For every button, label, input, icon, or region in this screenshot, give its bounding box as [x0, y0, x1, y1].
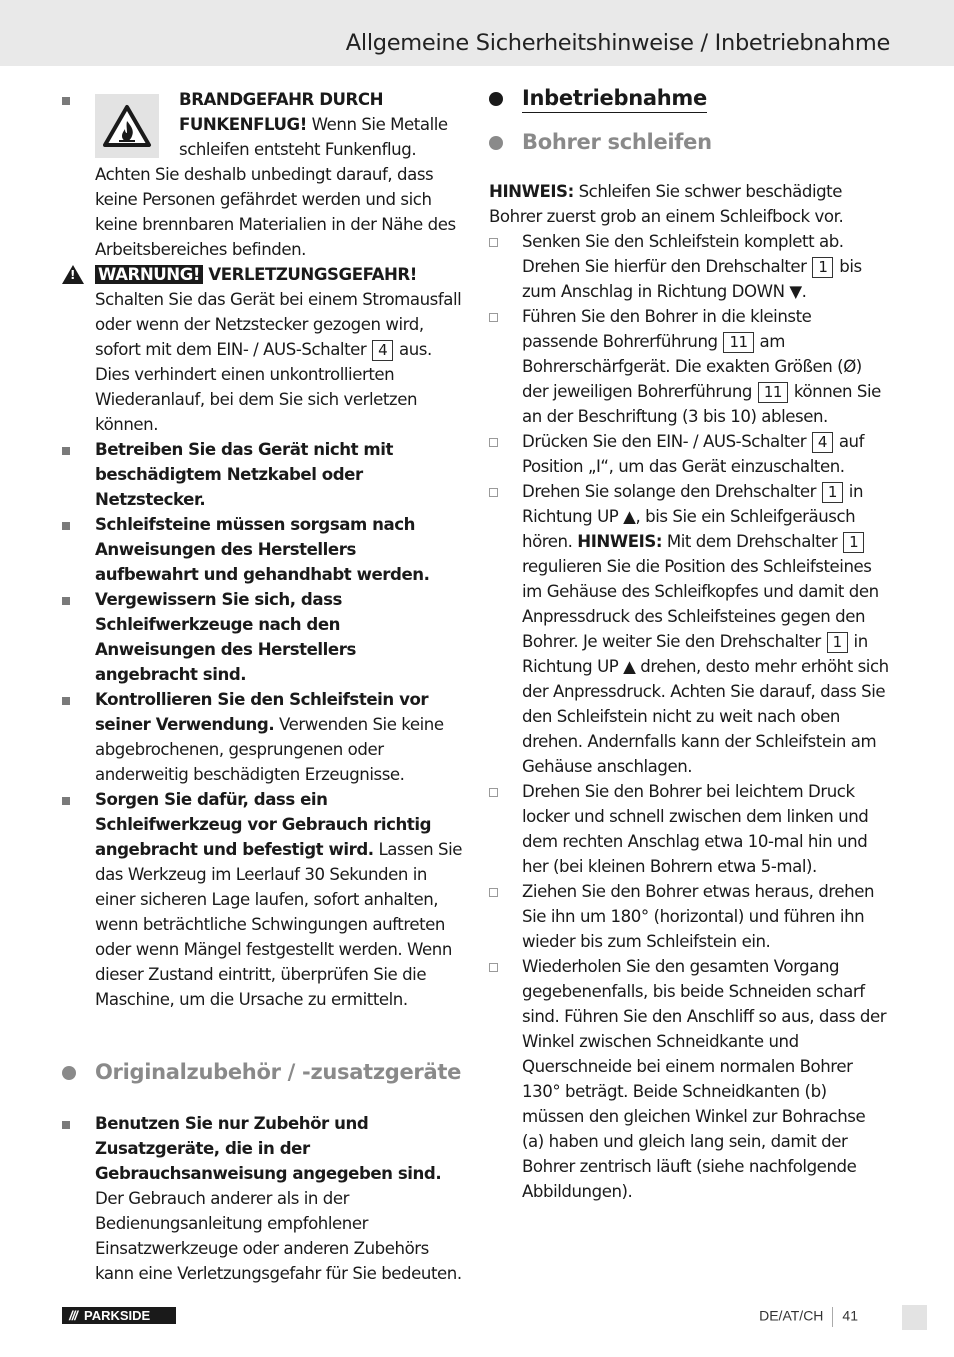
footer-divider	[832, 1307, 833, 1327]
subsection-heading-sharpening: Bohrer schleifen	[489, 130, 891, 155]
page-number: 41	[842, 1307, 858, 1324]
part-number-ref: 4	[372, 340, 393, 361]
section-heading-accessories: Originalzubehör / -zusatzgeräte	[62, 1060, 462, 1085]
bullet-square	[62, 522, 70, 530]
bullet-square	[62, 797, 70, 805]
warning-triangle-icon	[62, 265, 84, 284]
list-item-warning: ! WARNUNG! VERLETZUNGSGEFAHR! Schalten Sie das Gerät bei einem Stromausfall oder wenn der Netzstecker gezogen wird, sofort mit dem EIN- / AUS-Schalter 4 aus. Dies verhindert einen unkontrollierten Wiederanlauf, bei dem Sie sich verletzen können.	[62, 262, 462, 437]
page-header	[0, 0, 954, 66]
part-number-ref: 11	[723, 332, 753, 353]
list-item: Vergewissern Sie sich, dass Schleifwerkzeuge nach den Anweisungen des Herstellers angebracht sind.	[62, 587, 462, 687]
list-item: Kontrollieren Sie den Schleifstein vor seiner Verwendung. Verwenden Sie keine abgebrochenen, gesprungenen oder anderweitig beschädigten Erzeugnisse.	[62, 687, 462, 787]
page-title: Allgemeine Sicherheitshinweise / Inbetriebnahme	[345, 30, 890, 56]
fire-hazard-text: Wenn Sie Metalle schleifen entsteht Funkenflug. Achten Sie deshalb unbedingt darauf, dass keine Personen gefährdet werden und sich keine brennbaren Materialien in der Nähe des Arbeitsbereiches befinden.	[95, 115, 456, 259]
part-number-ref: 1	[822, 482, 843, 503]
step-item: Drehen Sie den Bohrer bei leichtem Druck locker und schnell zwischen dem linken und dem rechten Anschlag etwa 10-mal hin und her (bei kleinen Bohrern etwa 5-mal).	[489, 779, 891, 879]
step-checkbox	[489, 888, 498, 897]
bullet-square	[62, 1121, 70, 1129]
section-heading-commissioning: Inbetriebnahme	[489, 86, 891, 111]
step-checkbox	[489, 438, 498, 447]
step-item: Senken Sie den Schleifstein komplett ab. Drehen Sie hierfür den Drehschalter 1 bis zum Anschlag in Richtung DOWN ▼.	[489, 229, 891, 304]
logo-slashes-icon: ///	[69, 1308, 77, 1323]
part-number-ref: 4	[812, 432, 833, 453]
step-item: Wiederholen Sie den gesamten Vorgang gegebenenfalls, bis beide Schneiden scharf sind. Führen Sie den Anschliff so aus, dass der Winkel zwischen Schneidkante und Querschneide bei einem normalen Bohrer 130° beträgt. Beide Schneidkanten (b) müssen den gleichen Winkel zur Bohrachse (a) haben und gleich lang sein, damit der Bohrer zentrisch läuft (siehe nachfolgende Abbildungen).	[489, 954, 891, 1204]
warning-heading: VERLETZUNGSGEFAHR!	[203, 265, 417, 284]
fire-hazard-icon	[95, 94, 159, 158]
warning-label: WARNUNG!	[95, 265, 203, 284]
step-checkbox	[489, 488, 498, 497]
section-bullet	[489, 136, 503, 150]
list-item: Benutzen Sie nur Zubehör und Zusatzgeräte, die in der Gebrauchsanweisung angegeben sind. Der Gebrauch anderer als in der Bedienungsanleitung empfohlener Einsatzwerkzeuge oder anderen Zubehörs kann eine Verletzungsgefahr für Sie bedeuten.	[62, 1111, 462, 1286]
part-number-ref: 11	[758, 382, 788, 403]
page-footer	[759, 1307, 858, 1327]
bullet-square	[62, 697, 70, 705]
part-number-ref: 1	[827, 632, 848, 653]
bullet-square	[62, 597, 70, 605]
step-checkbox	[489, 238, 498, 247]
step-item: Drücken Sie den EIN- / AUS-Schalter 4 auf Position „I“, um das Gerät einzuschalten.	[489, 429, 891, 479]
section-bullet	[489, 92, 503, 106]
bullet-square	[62, 447, 70, 455]
list-item: Sorgen Sie dafür, dass ein Schleifwerkzeug vor Gebrauch richtig angebracht und befestigt wird. Lassen Sie das Werkzeug im Leerlauf 30 Sekunden in einer sicheren Lage laufen, sofort anhalten, wenn beträchtliche Schwingungen auftreten oder wenn Mängel festgestellt werden. Wenn dieser Zustand eintritt, überprüfen Sie die Maschine, um die Ursache zu ermitteln.	[62, 787, 462, 1012]
left-column	[62, 87, 462, 1286]
fire-hazard-heading: BRANDGEFAHR DURCH FUNKENFLUG!	[179, 90, 384, 134]
step-checkbox	[489, 963, 498, 972]
step-item: Drehen Sie solange den Drehschalter 1 in Richtung UP ▲, bis Sie ein Schleifgeräusch hören. HINWEIS: Mit dem Drehschalter 1 regulieren Sie die Position des Schleifsteines im Gehäuse des Schleifkopfes und damit den Anpressdruck des Schleifsteines gegen den Bohrer. Je weiter Sie den Drehschalter 1 in Richtung UP ▲ drehen, desto mehr erhöht sich der Anpressdruck. Achten Sie darauf, dass Sie den Schleifstein nicht zu weit nach oben drehen. Andernfalls kann der Schleifstein am Gehäuse anschlagen.	[489, 479, 891, 779]
brand-logo: /// PARKSIDE	[62, 1307, 176, 1324]
note-paragraph: HINWEIS: Schleifen Sie schwer beschädigte Bohrer zuerst grob an einem Schleifbock vor.	[489, 182, 844, 226]
list-item: Schleifsteine müssen sorgsam nach Anweisungen des Herstellers aufbewahrt und gehandhabt werden.	[62, 512, 462, 587]
step-item: Ziehen Sie den Bohrer etwas heraus, drehen Sie ihn um 180° (horizontal) und führen ihn wieder bis zum Schleifstein ein.	[489, 879, 891, 954]
region-label: DE/AT/CH	[759, 1307, 824, 1324]
list-item: Betreiben Sie das Gerät nicht mit beschädigtem Netzkabel oder Netzstecker.	[62, 437, 462, 512]
list-item-fire-hazard	[62, 87, 462, 262]
right-column	[489, 87, 891, 1204]
section-bullet	[62, 1066, 76, 1080]
part-number-ref: 1	[812, 257, 833, 278]
footer-corner-block	[902, 1305, 927, 1330]
bullet-square	[62, 97, 70, 105]
step-item: Führen Sie den Bohrer in die kleinste passende Bohrerführung 11 am Bohrerschärfgerät. Die exakten Größen (Ø) der jeweiligen Bohrerführung 11 können Sie an der Beschriftung (3 bis 10) ablesen.	[489, 304, 891, 429]
part-number-ref: 1	[843, 532, 864, 553]
step-checkbox	[489, 788, 498, 797]
step-checkbox	[489, 313, 498, 322]
